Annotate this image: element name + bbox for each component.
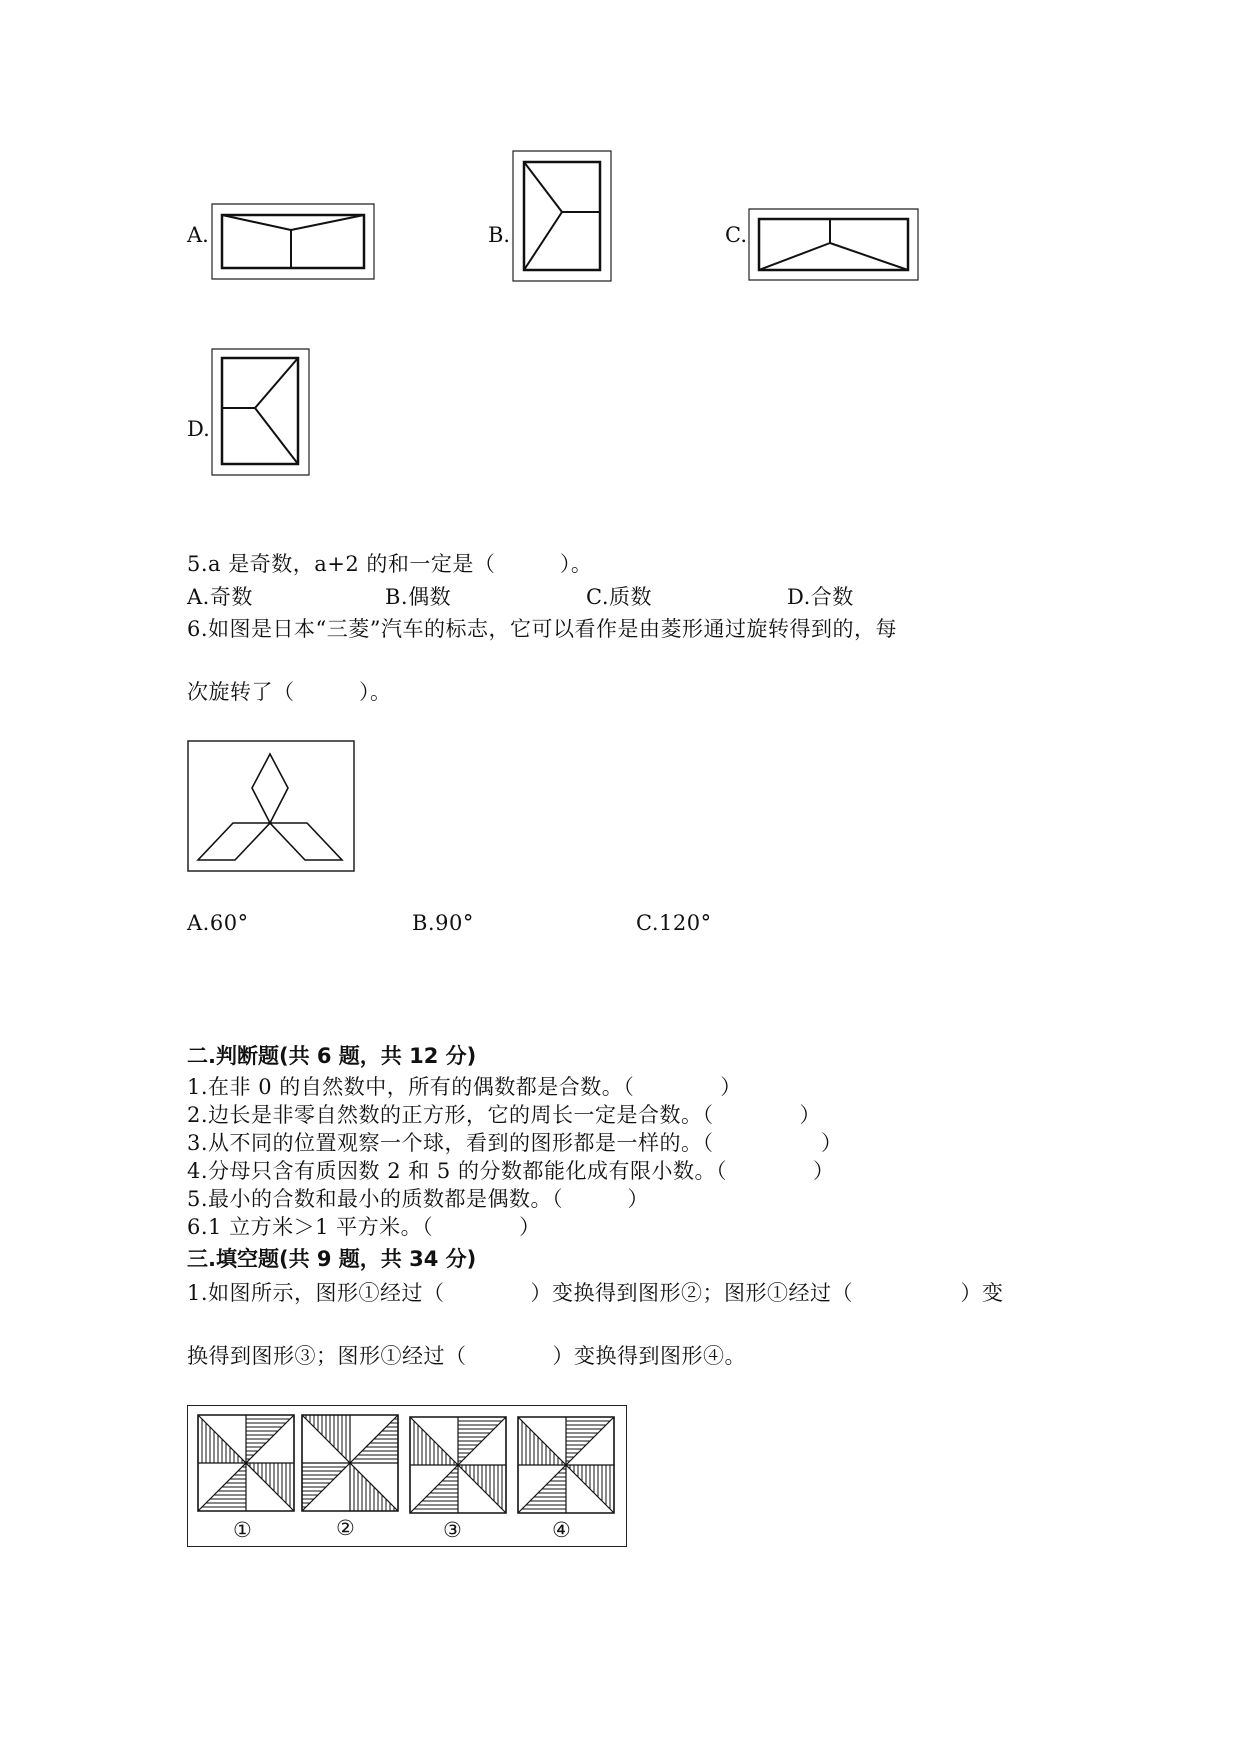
option-a-label[interactable]: A. bbox=[187, 223, 209, 247]
figure-label-1: ① bbox=[233, 1518, 252, 1542]
section2-item-4: 4.分母只含有质因数 2 和 5 的分数都能化成有限小数。（ ） bbox=[187, 1159, 835, 1183]
q5-option-d[interactable]: D.合数 bbox=[787, 585, 854, 609]
q6-stem-line2: 次旋转了（ ）。 bbox=[187, 680, 392, 704]
q5-option-a[interactable]: A.奇数 bbox=[187, 585, 253, 609]
option-a-figure bbox=[211, 203, 375, 280]
section2-item-1: 1.在非 0 的自然数中，所有的偶数都是合数。（ ） bbox=[187, 1075, 742, 1099]
section2-title: 二.判断题(共 6 题，共 12 分) bbox=[187, 1044, 477, 1068]
q6-option-b[interactable]: B.90° bbox=[412, 911, 474, 935]
section3-q1-line1: 1.如图所示，图形①经过（ ）变换得到图形②；图形①经过（ ）变 bbox=[187, 1281, 1004, 1305]
figure-label-3: ③ bbox=[443, 1518, 462, 1542]
section3-q1-line2: 换得到图形③；图形①经过（ ）变换得到图形④。 bbox=[187, 1344, 746, 1368]
option-c-label[interactable]: C. bbox=[725, 223, 747, 247]
section2-item-6: 6.1 立方米＞1 平方米。（ ） bbox=[187, 1215, 541, 1239]
q5-option-c[interactable]: C.质数 bbox=[586, 585, 652, 609]
mitsubishi-logo-figure bbox=[187, 740, 355, 872]
option-c-figure bbox=[748, 208, 919, 281]
option-d-label[interactable]: D. bbox=[187, 417, 210, 441]
section2-item-2: 2.边长是非零自然数的正方形，它的周长一定是合数。（ ） bbox=[187, 1103, 822, 1127]
figure-label-2: ② bbox=[336, 1516, 355, 1540]
section3-title: 三.填空题(共 9 题，共 34 分) bbox=[187, 1247, 477, 1271]
section2-item-3: 3.从不同的位置观察一个球，看到的图形都是一样的。（ ） bbox=[187, 1131, 843, 1155]
q5-option-b[interactable]: B.偶数 bbox=[385, 585, 452, 609]
q6-option-a[interactable]: A.60° bbox=[187, 911, 249, 935]
q6-option-c[interactable]: C.120° bbox=[636, 911, 712, 935]
transform-figure bbox=[187, 1405, 627, 1547]
q6-stem-line1: 6.如图是日本“三菱”汽车的标志，它可以看作是由菱形通过旋转得到的，每 bbox=[187, 617, 898, 641]
figure-label-4: ④ bbox=[552, 1518, 571, 1542]
option-b-label[interactable]: B. bbox=[488, 223, 511, 247]
q5-stem: 5.a 是奇数，a+2 的和一定是（ ）。 bbox=[187, 552, 593, 576]
option-d-figure bbox=[211, 348, 310, 476]
section2-item-5: 5.最小的合数和最小的质数都是偶数。（ ） bbox=[187, 1187, 650, 1211]
option-b-figure bbox=[512, 150, 612, 282]
